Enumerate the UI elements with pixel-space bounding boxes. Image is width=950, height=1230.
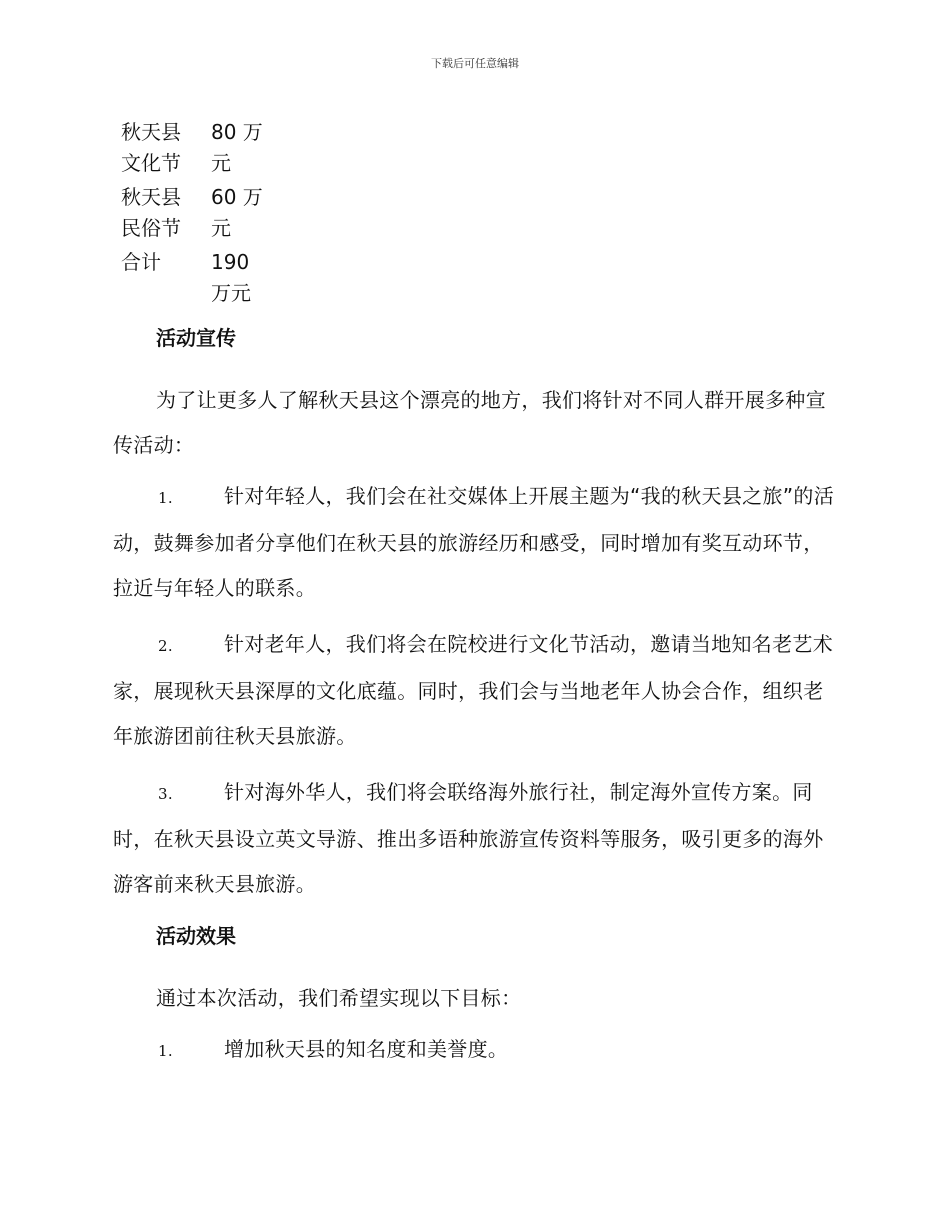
budget-label-line: 秋天县 bbox=[121, 120, 181, 144]
budget-amount-line: 60 万 bbox=[211, 185, 263, 209]
promotion-intro: 为了让更多人了解秋天县这个漂亮的地方，我们将针对不同人群开展多种宣传活动： bbox=[113, 388, 826, 457]
budget-row-culture-festival bbox=[121, 117, 291, 179]
budget-table bbox=[121, 117, 291, 312]
list-item-text: 针对年轻人，我们会在社交媒体上开展主题为“我的秋天县之旅”的活动，鼓舞参加者分享他们在秋天县的旅游经历和感受，同时增加有奖互动环节，拉近与年轻人的联系。 bbox=[113, 484, 835, 600]
list-number: 1. bbox=[158, 1042, 173, 1060]
promotion-list-item bbox=[113, 622, 838, 759]
budget-amount bbox=[211, 117, 277, 179]
budget-amount-line: 万元 bbox=[211, 281, 251, 305]
list-number: 3. bbox=[158, 785, 173, 803]
list-item-text: 针对海外华人，我们将会联络海外旅行社，制定海外宣传方案。同时，在秋天县设立英文导游、推出多语种旅游宣传资料等服务，吸引更多的海外游客前来秋天县旅游。 bbox=[113, 780, 824, 896]
budget-label bbox=[121, 247, 211, 309]
budget-row-folk-festival bbox=[121, 182, 291, 244]
budget-amount bbox=[211, 247, 277, 309]
budget-amount-line: 元 bbox=[211, 151, 231, 175]
budget-label-line: 合计 bbox=[121, 250, 161, 274]
budget-label-line: 民俗节 bbox=[121, 216, 181, 240]
budget-row-total bbox=[121, 247, 291, 309]
budget-amount-line: 190 bbox=[211, 250, 250, 274]
section-heading-promotion: 活动宣传 bbox=[156, 326, 236, 350]
effect-list-item bbox=[113, 1027, 838, 1074]
budget-label-line: 秋天县 bbox=[121, 185, 181, 209]
budget-label-line: 文化节 bbox=[121, 151, 181, 175]
effect-intro: 通过本次活动，我们希望实现以下目标： bbox=[156, 986, 522, 1010]
budget-amount bbox=[211, 182, 277, 244]
list-item-text: 针对老年人，我们将会在院校进行文化节活动，邀请当地知名老艺术家，展现秋天县深厚的文化底蕴。同时，我们会与当地老年人协会合作，组织老年旅游团前往秋天县旅游。 bbox=[113, 632, 833, 748]
budget-label bbox=[121, 182, 211, 244]
budget-amount-line: 80 万 bbox=[211, 120, 263, 144]
promotion-list-item bbox=[113, 770, 838, 907]
list-item-text: 增加秋天县的知名度和美誉度。 bbox=[224, 1037, 509, 1061]
budget-label bbox=[121, 117, 211, 179]
budget-amount-line: 元 bbox=[211, 216, 231, 240]
document-body bbox=[113, 320, 838, 1085]
list-number: 2. bbox=[158, 637, 173, 655]
section-heading-effect: 活动效果 bbox=[156, 924, 236, 948]
list-number: 1. bbox=[158, 489, 173, 507]
page-header: 下载后可任意编辑 bbox=[431, 57, 519, 70]
promotion-list-item bbox=[113, 474, 838, 611]
